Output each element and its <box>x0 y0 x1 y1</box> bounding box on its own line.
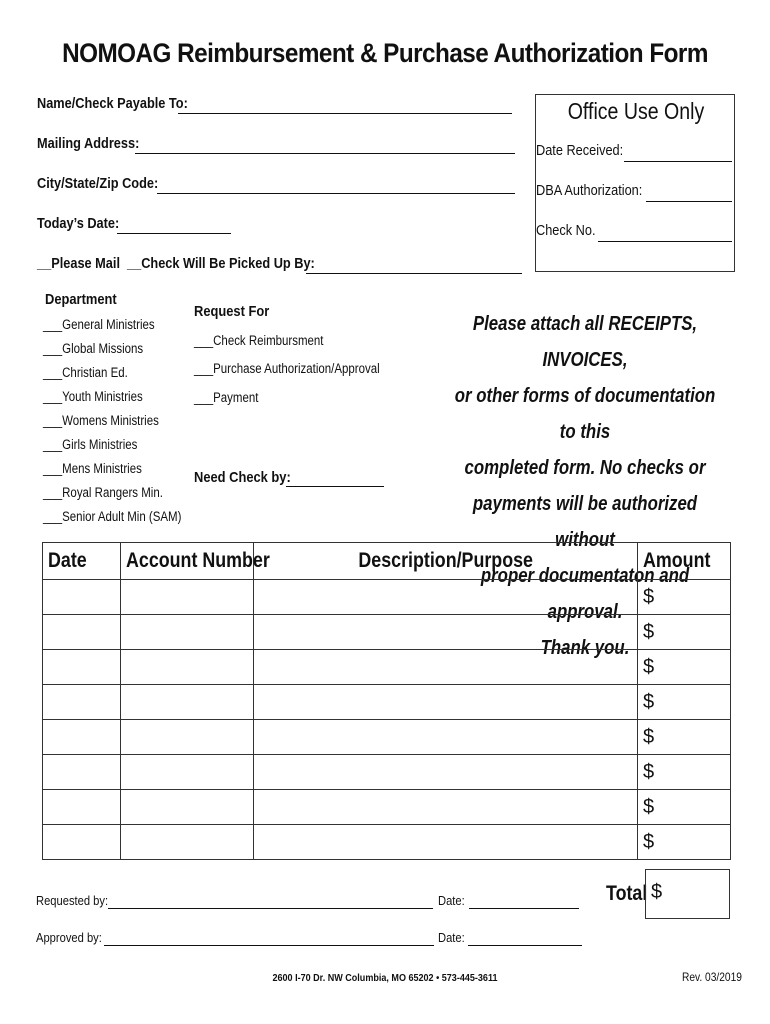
table-row <box>43 720 731 755</box>
amount-cell[interactable] <box>638 580 731 615</box>
account-number-cell[interactable] <box>121 790 254 825</box>
amount-cell[interactable] <box>638 755 731 790</box>
request-for-heading: Request For <box>194 303 270 320</box>
office-use-title: Office Use Only <box>567 98 705 124</box>
amount-column-header: Amount <box>638 543 731 580</box>
department-option[interactable]: ___Womens Ministries <box>43 413 159 428</box>
mailing-address-label: Mailing Address: <box>37 136 140 152</box>
account-number-cell[interactable] <box>121 650 254 685</box>
date-column-header: Date <box>43 543 121 580</box>
need-check-by-label: Need Check by: <box>194 469 291 486</box>
notice-line: completed form. No checks or <box>464 456 706 479</box>
department-option[interactable]: ___Youth Ministries <box>43 389 143 404</box>
total-label: Total <box>606 882 648 905</box>
date-cell[interactable] <box>43 825 121 860</box>
office-use-box <box>535 94 735 272</box>
description-cell[interactable] <box>254 650 638 685</box>
requested-date-field[interactable] <box>469 908 579 909</box>
date-cell[interactable] <box>43 615 121 650</box>
amount-cell[interactable] <box>638 685 731 720</box>
dollar-sign: $ <box>643 830 655 853</box>
approved-by-field[interactable] <box>104 945 434 946</box>
picked-up-by-label: __Check Will Be Picked Up By: <box>127 256 315 272</box>
city-state-zip-field[interactable] <box>157 193 515 194</box>
department-option[interactable]: ___General Ministries <box>43 317 155 332</box>
notice-line: Thank you. <box>540 636 630 659</box>
request-option[interactable]: ___Purchase Authorization/Approval <box>194 361 380 376</box>
payable-to-field[interactable] <box>178 113 512 114</box>
date-cell[interactable] <box>43 650 121 685</box>
todays-date-label: Today’s Date: <box>37 216 120 232</box>
department-option[interactable]: ___Girls Ministries <box>43 437 138 452</box>
approved-date-field[interactable] <box>468 945 582 946</box>
amount-cell[interactable] <box>638 650 731 685</box>
description-cell[interactable] <box>254 685 638 720</box>
form-title: NOMOAG Reimbursement & Purchase Authorization Form <box>62 38 708 68</box>
total-dollar-sign: $ <box>651 881 663 903</box>
department-heading: Department <box>45 291 117 308</box>
amount-cell[interactable] <box>638 720 731 755</box>
requested-date-label: Date: <box>438 893 465 908</box>
account-number-column-header: Account Number <box>121 543 254 580</box>
description-cell[interactable] <box>254 720 638 755</box>
description-column-header: Description/Purpose <box>254 543 638 580</box>
date-cell[interactable] <box>43 685 121 720</box>
notice-line: payments will be authorized without <box>472 492 698 551</box>
description-cell[interactable] <box>254 580 638 615</box>
notice-line: Please attach all RECEIPTS, INVOICES, <box>472 312 698 371</box>
account-number-cell[interactable] <box>121 755 254 790</box>
account-number-cell[interactable] <box>121 685 254 720</box>
dollar-sign: $ <box>643 585 655 608</box>
description-cell[interactable] <box>254 790 638 825</box>
check-no-field[interactable] <box>598 241 732 242</box>
requested-by-field[interactable] <box>108 908 433 909</box>
notice-line: proper documentaton and approval. <box>480 564 690 623</box>
dollar-sign: $ <box>643 655 655 678</box>
amount-cell[interactable] <box>638 825 731 860</box>
notice-line: or other forms of documentation to this <box>454 384 716 443</box>
table-row <box>43 755 731 790</box>
revision-label: Rev. 03/2019 <box>682 970 742 984</box>
date-received-field[interactable] <box>624 161 732 162</box>
please-mail-option[interactable]: __Please Mail <box>37 256 121 272</box>
date-received-label: Date Received: <box>536 142 624 159</box>
table-row <box>43 790 731 825</box>
check-no-label: Check No. <box>536 222 596 239</box>
amount-cell[interactable] <box>638 790 731 825</box>
description-cell[interactable] <box>254 825 638 860</box>
table-row <box>43 650 731 685</box>
account-number-cell[interactable] <box>121 580 254 615</box>
approved-by-label: Approved by: <box>36 930 102 945</box>
todays-date-field[interactable] <box>117 233 231 234</box>
request-option[interactable]: ___Payment <box>194 390 259 405</box>
description-cell[interactable] <box>254 755 638 790</box>
date-cell[interactable] <box>43 790 121 825</box>
date-cell[interactable] <box>43 580 121 615</box>
table-row <box>43 825 731 860</box>
request-option[interactable]: ___Check Reimbursment <box>194 333 324 348</box>
expense-table <box>42 542 731 860</box>
dollar-sign: $ <box>643 690 655 713</box>
department-option[interactable]: ___Mens Ministries <box>43 461 142 476</box>
account-number-cell[interactable] <box>121 720 254 755</box>
department-option[interactable]: ___Global Missions <box>43 341 144 356</box>
payable-to-label: Name/Check Payable To: <box>37 96 188 112</box>
date-cell[interactable] <box>43 720 121 755</box>
date-cell[interactable] <box>43 755 121 790</box>
need-check-by-field[interactable] <box>286 486 384 487</box>
dba-authorization-field[interactable] <box>646 201 732 202</box>
account-number-cell[interactable] <box>121 615 254 650</box>
dba-authorization-label: DBA Authorization: <box>536 182 643 199</box>
department-option[interactable]: ___Royal Rangers Min. <box>43 485 163 500</box>
account-number-cell[interactable] <box>121 825 254 860</box>
table-row <box>43 580 731 615</box>
table-row <box>43 685 731 720</box>
requested-by-label: Requested by: <box>36 893 109 908</box>
amount-cell[interactable] <box>638 615 731 650</box>
dollar-sign: $ <box>643 725 655 748</box>
department-option[interactable]: ___Senior Adult Min (SAM) <box>43 509 182 524</box>
dollar-sign: $ <box>643 760 655 783</box>
dollar-sign: $ <box>643 620 655 643</box>
footer-address: 2600 I-70 Dr. NW Columbia, MO 65202 • 573-445-3611 <box>272 972 498 984</box>
description-cell[interactable] <box>254 615 638 650</box>
picked-up-by-field[interactable] <box>306 273 522 274</box>
table-row <box>43 615 731 650</box>
department-option[interactable]: ___Christian Ed. <box>43 365 128 380</box>
total-field[interactable] <box>645 869 730 919</box>
city-state-zip-label: City/State/Zip Code: <box>37 176 159 192</box>
mailing-address-field[interactable] <box>135 153 515 154</box>
approved-date-label: Date: <box>438 930 465 945</box>
table-header-row <box>43 543 731 580</box>
dollar-sign: $ <box>643 795 655 818</box>
